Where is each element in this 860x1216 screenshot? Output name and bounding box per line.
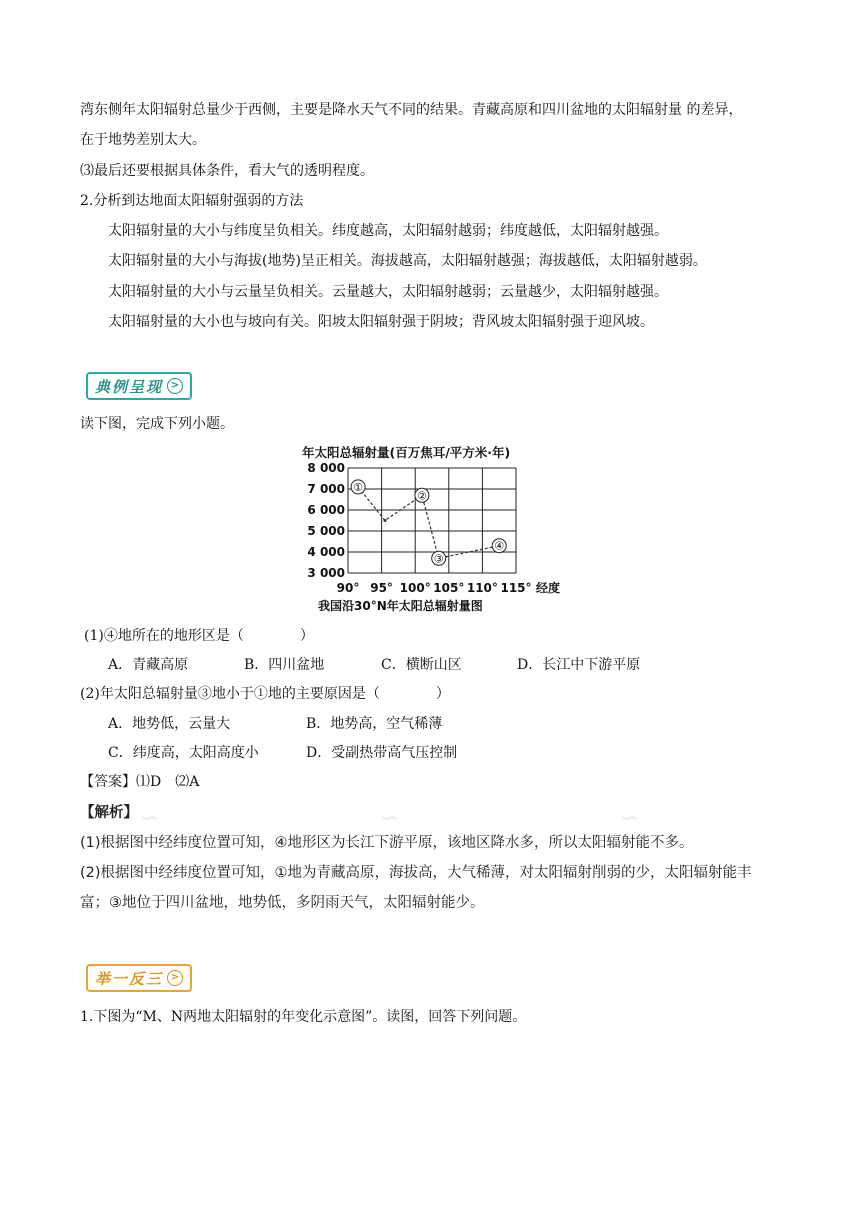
watermark: ∽	[620, 806, 643, 831]
q2-option-d[interactable]: D．受副热带高气压控制	[306, 745, 458, 761]
chart-caption: 我国沿30°N年太阳总辐射量图	[318, 599, 483, 613]
watermark: ∽	[140, 806, 163, 831]
x-tick-labels	[337, 581, 532, 595]
y-tick-label: 7 000	[307, 482, 345, 496]
x-tick-label: 110°	[466, 581, 498, 595]
practice-badge	[86, 964, 192, 992]
q1-option-d[interactable]: D．长江中下游平原	[517, 657, 641, 673]
method-altitude: 太阳辐射量的大小与海拔(地势)呈正相关。海拔越高，太阳辐射越强；海拔越低，太阳辐射越弱。	[108, 253, 707, 269]
method-heading: 2.分析到达地面太阳辐射强弱的方法	[80, 193, 304, 209]
example-badge	[86, 372, 192, 400]
x-tick-label: 90°	[336, 581, 360, 595]
intro-line-1: 湾东侧年太阳辐射总量少于西侧，主要是降水天气不同的结果。青藏高原和四川盆地的太阳辐射量 的差异，	[80, 102, 743, 118]
arrow-right-icon: >	[167, 970, 183, 986]
x-tick-label: 95°	[370, 581, 393, 595]
y-tick-label: 4 000	[307, 545, 345, 559]
method-cloud: 太阳辐射量的大小与云量呈负相关。云量越大，太阳辐射越弱；云量越少，太阳辐射越强。	[108, 284, 668, 300]
example-badge-label: 典例呈现	[94, 377, 163, 396]
arrow-right-icon: >	[167, 378, 183, 394]
x-axis-label: 经度	[536, 581, 561, 595]
y-tick-labels	[307, 461, 345, 580]
analysis-line-2: (2)根据图中经纬度位置可知，①地为青藏高原，海拔高，大气稀薄，对太阳辐射削弱的少，太阳辐射能丰	[80, 865, 752, 881]
practice-question: 1.下图为“M、N两地太阳辐射的年变化示意图”。读图，回答下列问题。	[80, 1009, 527, 1025]
analysis-line-1: (1)根据图中经纬度位置可知，④地形区为长江下游平原，该地区降水多，所以太阳辐射能不多。	[80, 835, 694, 851]
y-tick-label: 3 000	[307, 566, 345, 580]
y-tick-label: 6 000	[307, 503, 345, 517]
radiation-chart	[296, 440, 576, 620]
x-tick-label: 105°	[433, 581, 465, 595]
chart-title: 年太阳总辐射量(百万焦耳/平方米·年)	[302, 445, 511, 460]
analysis-block	[80, 802, 800, 916]
data-point-label: ④	[494, 539, 505, 553]
y-tick-label: 5 000	[307, 524, 345, 538]
analysis-line-3: 富；③地位于四川盆地，地势低，多阴雨天气，太阳辐射能少。	[80, 895, 485, 911]
y-tick-label: 8 000	[307, 461, 345, 475]
x-tick-label: 115°	[500, 581, 532, 595]
q1-stem: (1)④地所在的地形区是（ ）	[84, 628, 314, 644]
intro-line-2: 在于地势差别太大。	[80, 132, 206, 148]
practice-badge-label: 举一反三	[94, 969, 163, 988]
q1-option-c[interactable]: C．横断山区	[381, 657, 462, 673]
x-tick-label: 100°	[399, 581, 431, 595]
q2-option-c[interactable]: C．纬度高，太阳高度小	[108, 745, 259, 761]
data-point-label: ②	[416, 489, 427, 503]
method-latitude: 太阳辐射量的大小与纬度呈负相关。纬度越高，太阳辐射越弱；纬度越低，太阳辐射越强。	[108, 223, 668, 239]
q2-stem: (2)年太阳总辐射量③地小于①地的主要原因是（ ）	[80, 686, 450, 702]
q1-option-a[interactable]: A．青藏高原	[108, 657, 189, 673]
q1-option-b[interactable]: B．四川盆地	[244, 657, 325, 673]
watermark: ∽	[380, 806, 403, 831]
q2-option-b[interactable]: B．地势高，空气稀薄	[306, 716, 443, 732]
q2-option-a[interactable]: A．地势低，云量大	[108, 716, 231, 732]
data-point-label: ①	[353, 480, 364, 494]
answer: 【答案】⑴D ⑵A	[80, 774, 200, 790]
analysis-title: 【解析】	[80, 805, 138, 821]
read-prompt: 读下图，完成下列小题。	[80, 416, 234, 432]
method-slope: 太阳辐射量的大小也与坡向有关。阳坡太阳辐射强于阴坡；背风坡太阳辐射强于迎风坡。	[108, 314, 654, 330]
data-point	[383, 519, 386, 522]
intro-line-3: ⑶最后还要根据具体条件，看大气的透明程度。	[80, 163, 374, 179]
data-point-label: ③	[433, 552, 444, 566]
